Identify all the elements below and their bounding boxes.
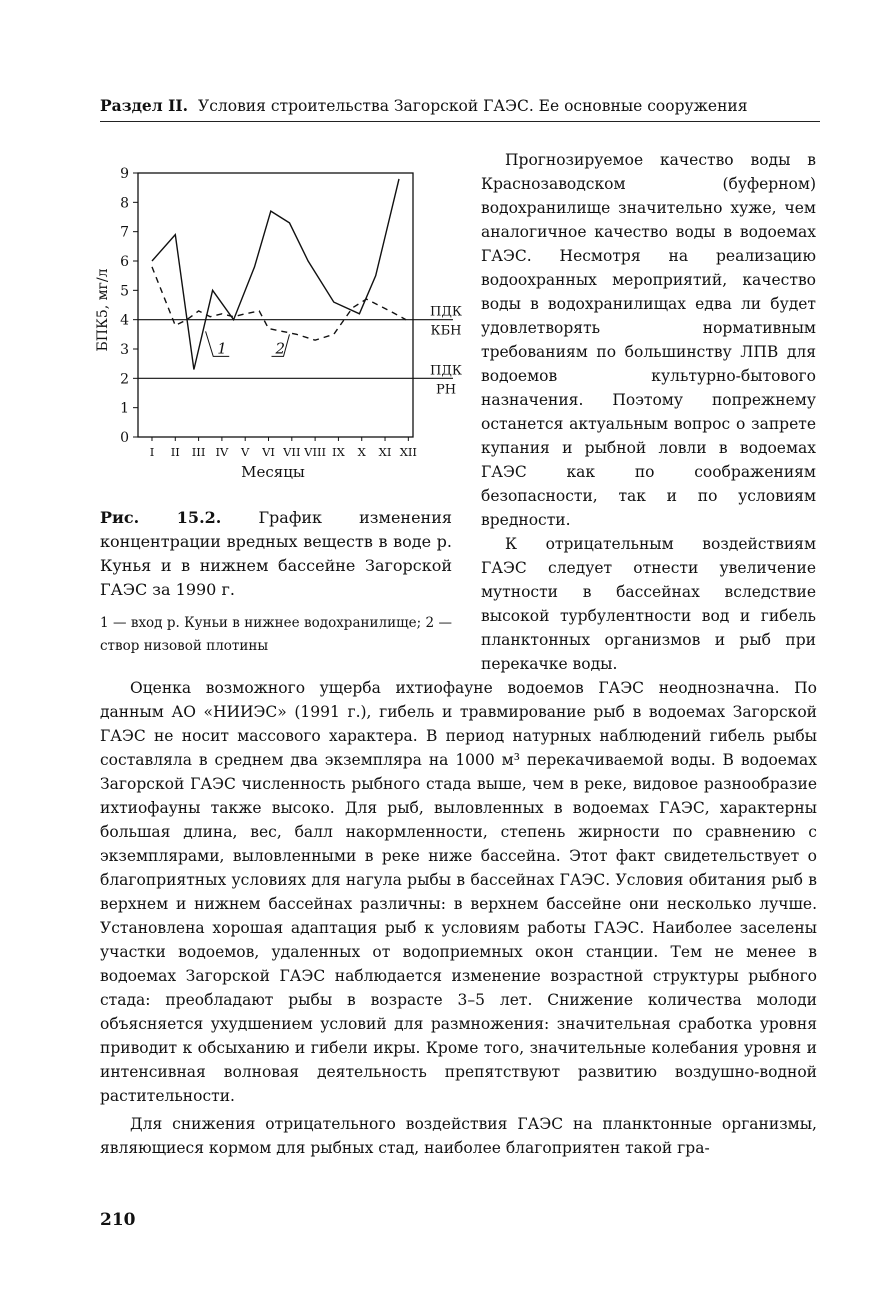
- curve-label-2: 2: [275, 339, 286, 358]
- y-tick-label: 6: [120, 254, 129, 270]
- section-label: Раздел II.: [100, 96, 189, 115]
- y-tick-label: 0: [120, 430, 129, 446]
- header-rule: [100, 121, 820, 122]
- running-header: [100, 96, 820, 115]
- right-paragraph-1: Прогнозируемое качество воды в Краснозаводском (буферном) водохранилище значительно хуже, чем аналогичное качество воды в водоемах ГАЭС. Несмотря на реализацию водоохранных мероприятий, качество воды в водохранилищах едва ли будет удовлетворять нормативным требованиям по большинству ЛПВ для водоемов культурно-бытового назначения. Поэтому попрежнему останется актуальным вопрос о запрете купания и рыбной ловли в водоемах ГАЭС как по соображениям безопасности, так и по условиям вредности.: [481, 151, 816, 529]
- body-paragraph-1: Оценка возможного ущерба ихтиофауне водоемов ГАЭС неоднозначна. По данным АО «НИИЭС» (1991 г.), гибель и травмирование рыб в водоемах Загорской ГАЭС не носит массового характера. В период натурных наблюдений гибель рыбы составляла в среднем два экземпляра на 1000 м³ перекачиваемой воды. В водоемах Загорской ГАЭС численность рыбного стада выше, чем в реке, видовое разнообразие ихтиофауны также высоко. Для рыб, выловленных в водоемах ГАЭС, характерны большая длина, вес, балл накормленности, степень жирности по сравнению с экземплярами, выловленными в реке ниже бассейна. Этот факт свидетельствует о благоприятных условиях для нагула рыбы в бассейнах ГАЭС. Условия обитания рыб в верхнем и нижнем бассейнах различны: в верхнем бассейне они несколько лучше. Установлена хорошая адаптация рыб к условиям работы ГАЭС. Наиболее заселены участки водоемов, удаленных от водоприемных окон станции. Тем не менее в водоемах Загорской ГАЭС наблюдается изменение возрастной структуры рыбного стада: преобладают рыбы в возрасте 3–5 лет. Снижение количества молоди объясняется ухудшением условий для размножения: значительная сработка уровня приводит к обсыханию и гибели икры. Кроме того, значительные колебания уровня и интенсивная волновая деятельность препятствуют развитию воздушно-водной растительности.: [100, 679, 817, 1105]
- curve-label-1: 1: [217, 339, 227, 358]
- x-tick-label: XI: [378, 445, 392, 459]
- series-line-2: [152, 267, 406, 340]
- y-tick-label: 9: [120, 166, 129, 182]
- y-tick-label: 4: [120, 312, 129, 329]
- x-tick-label: V: [241, 445, 250, 459]
- figure-caption: [100, 506, 452, 602]
- figure-caption-label: Рис. 15.2.: [100, 508, 222, 527]
- reference-label-bottom-1: КБН: [430, 323, 462, 339]
- bpk5-line-chart: [88, 150, 462, 490]
- figure-legend-note: 1 — вход р. Куньи в нижнее водохранилище; 2 — створ низовой плотины: [100, 615, 452, 654]
- y-tick-label: 2: [120, 371, 129, 388]
- figure-caption-text: График изменения концентрации вредных веществ в воде р. Кунья и в нижнем бассейне Загорской ГАЭС за 1990 г.: [100, 508, 452, 599]
- page-number: 210: [100, 1210, 136, 1230]
- right-paragraph-2: К отрицательным воздействиям ГАЭС следует отнести увеличение мутности в бассейнах вследствие высокой турбулентности вод и гибель планктонных организмов и рыб при перекачке воды.: [481, 535, 816, 673]
- x-tick-label: III: [191, 445, 206, 459]
- reference-label-bottom-2: РН: [435, 382, 457, 398]
- y-tick-label: 3: [120, 342, 129, 358]
- x-tick-label: VI: [262, 445, 275, 459]
- y-tick-label: 8: [120, 195, 129, 212]
- y-tick-label: 5: [120, 283, 129, 300]
- body-paragraph-2: Для снижения отрицательного воздействия ГАЭС на планктонные организмы, являющиеся кормом для рыбных стад, наиболее благоприятен такой гра-: [100, 1115, 817, 1157]
- x-tick-label: VIII: [304, 445, 327, 459]
- x-axis-label: Месяцы: [241, 463, 305, 481]
- x-tick-label: XII: [399, 445, 417, 459]
- x-tick-label: IV: [215, 445, 229, 459]
- reference-label-top-2: ПДК: [430, 363, 462, 379]
- x-tick-label: VII: [283, 445, 301, 459]
- x-tick-label: I: [149, 445, 155, 459]
- header-title: Условия строительства Загорской ГАЭС. Ее основные сооружения: [198, 97, 748, 115]
- reference-label-top-1: ПДК: [430, 304, 462, 320]
- y-axis-label: БПК5, мг/л: [95, 268, 111, 352]
- x-tick-label: II: [170, 445, 180, 459]
- y-tick-label: 1: [120, 400, 129, 417]
- plot-frame: [138, 173, 413, 437]
- y-tick-label: 7: [120, 224, 129, 241]
- body-text: [100, 676, 817, 1164]
- right-column-text: [481, 148, 816, 676]
- x-tick-label: IX: [332, 445, 345, 459]
- x-tick-label: X: [357, 445, 366, 459]
